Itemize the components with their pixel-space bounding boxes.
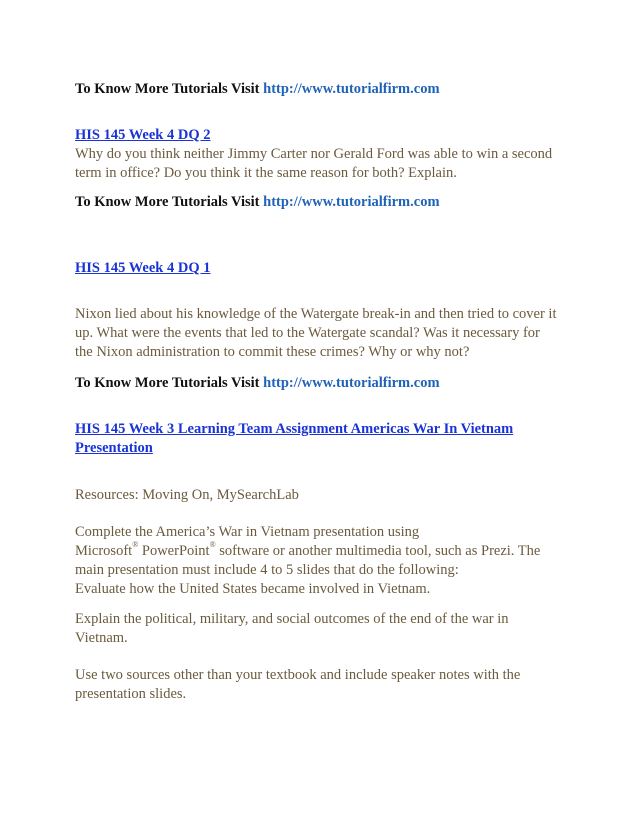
dq1-title-block xyxy=(75,259,575,278)
software-text: software or another multimedia tool, such as Prezi. The xyxy=(215,543,541,559)
microsoft-text: Microsoft xyxy=(75,543,133,559)
tutorialfirm-link[interactable]: http://www.tutorialfirm.com xyxy=(263,194,440,210)
visit-line-2 xyxy=(75,193,575,212)
visit-label: To Know More Tutorials Visit xyxy=(75,194,264,210)
tutorialfirm-link[interactable]: http://www.tutorialfirm.com xyxy=(263,81,440,97)
visit-label: To Know More Tutorials Visit xyxy=(75,81,264,97)
registered-mark: ® xyxy=(209,540,216,550)
visit-label: To Know More Tutorials Visit xyxy=(75,375,264,391)
complete-line: Complete the America’s War in Vietnam presentation using xyxy=(75,524,420,540)
dq2-title-link[interactable]: HIS 145 Week 4 DQ 2 xyxy=(75,127,211,143)
dq1-question-line: up. What were the events that led to the Watergate scandal? Was it necessary for xyxy=(75,325,540,341)
tutorialfirm-link[interactable]: http://www.tutorialfirm.com xyxy=(263,375,440,391)
dq2-question-line: term in office? Do you think it the same reason for both? Explain. xyxy=(75,165,457,181)
complete-line: main presentation must include 4 to 5 slides that do the following: xyxy=(75,562,459,578)
team-title-link-line2[interactable]: Presentation xyxy=(75,440,153,456)
dq2-question-line: Why do you think neither Jimmy Carter nor Gerald Ford was able to win a second xyxy=(75,146,553,162)
sources-paragraph xyxy=(75,666,575,704)
complete-line xyxy=(75,542,575,561)
dq2-section xyxy=(75,126,575,183)
explain-paragraph xyxy=(75,610,575,648)
visit-line-3 xyxy=(75,374,575,393)
complete-paragraph xyxy=(75,523,575,599)
team-title-block xyxy=(75,420,575,458)
complete-line: Evaluate how the United States became involved in Vietnam. xyxy=(75,581,431,597)
explain-line: Vietnam. xyxy=(75,630,128,646)
sources-line: Use two sources other than your textbook and include speaker notes with the xyxy=(75,667,521,683)
dq1-question xyxy=(75,305,575,362)
registered-mark: ® xyxy=(132,540,139,550)
dq1-question-line: Nixon lied about his knowledge of the Watergate break-in and then tried to cover it xyxy=(75,306,557,322)
visit-line-1 xyxy=(75,80,575,99)
resources-line: Resources: Moving On, MySearchLab xyxy=(75,487,299,503)
dq1-title-link[interactable]: HIS 145 Week 4 DQ 1 xyxy=(75,260,211,276)
explain-line: Explain the political, military, and social outcomes of the end of the war in xyxy=(75,611,509,627)
sources-line: presentation slides. xyxy=(75,686,187,702)
powerpoint-text: PowerPoint xyxy=(138,543,210,559)
team-title-link-line1[interactable]: HIS 145 Week 3 Learning Team Assignment Americas War In Vietnam xyxy=(75,421,514,437)
dq1-question-line: the Nixon administration to commit these crimes? Why or why not? xyxy=(75,344,470,360)
